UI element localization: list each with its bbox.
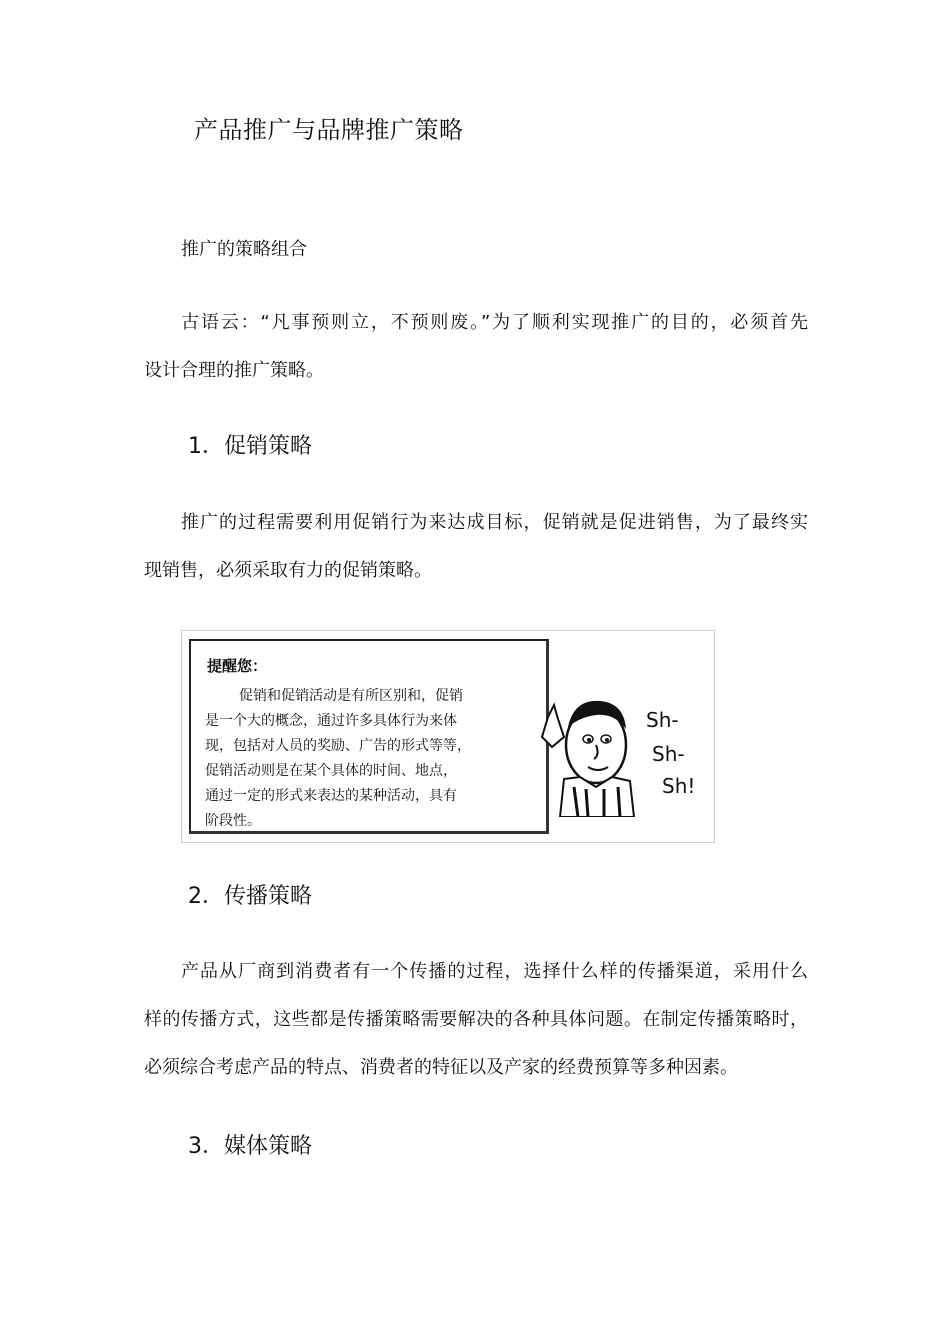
intro-paragraph [144,314,808,380]
reminder-line: 阶段性。 [205,813,261,829]
section-intro: 推广的策略组合 [181,239,307,260]
shushing-man-illustration [534,687,709,817]
intro-line-1: 古语云：“凡事预则立，不预则废。”为了顺利实现推广的目的，必须首先 [181,312,808,333]
reminder-line: 促销和促销活动是有所区别和，促销 [239,688,463,704]
shush-text-3: Sh! [662,774,696,798]
communication-paragraph [144,963,808,1077]
reminder-line: 现，包括对人员的奖励、广告的形式等等， [205,738,471,754]
promotion-line-2: 现销售，必须采取有力的促销策略。 [144,560,432,581]
reminder-line: 通过一定的形式来表达的某种活动，具有 [205,788,457,804]
shush-text-1: Sh- [646,708,679,732]
heading-promotion: 1．促销策略 [188,434,312,459]
shush-text-2: Sh- [652,742,685,766]
reminder-callout [181,630,715,843]
reminder-line: 是一个大的概念，通过许多具体行为来体 [205,713,457,729]
communication-line-2: 样的传播方式，这些都是传播策略需要解决的各种具体问题。在制定传播策略时， [144,1009,808,1030]
promotion-paragraph [144,514,808,580]
reminder-note [189,639,549,834]
heading-communication: 2．传播策略 [188,884,312,909]
page-title: 产品推广与品牌推广策略 [194,116,464,144]
communication-line-1: 产品从厂商到消费者有一个传播的过程，选择什么样的传播渠道，采用什么 [181,961,808,982]
heading-media: 3．媒体策略 [188,1134,312,1159]
reminder-title: 提醒您： [207,657,268,675]
intro-line-2: 设计合理的推广策略。 [144,360,324,381]
promotion-line-1: 推广的过程需要利用促销行为来达成目标，促销就是促进销售，为了最终实 [181,512,808,533]
reminder-line: 促销活动则是在某个具体的时间、地点， [205,763,457,779]
communication-line-3: 必须综合考虑产品的特点、消费者的特征以及产家的经费预算等多种因素。 [144,1057,738,1078]
